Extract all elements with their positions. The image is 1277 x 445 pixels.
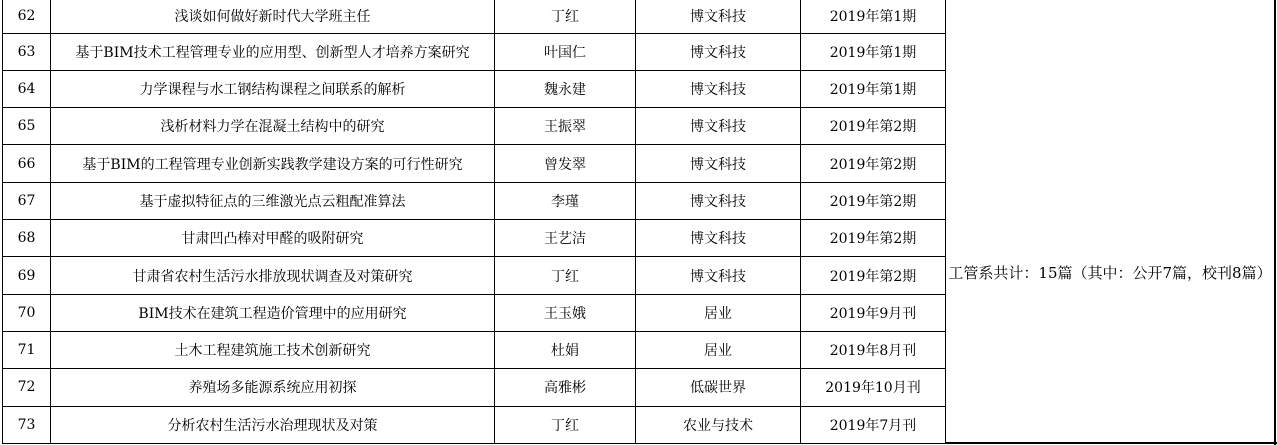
journal-cell: 博文科技 — [636, 108, 801, 145]
table-row — [3, 145, 946, 182]
paper-title-cell: 基于BIM技术工程管理专业的应用型、创新型人才培养方案研究 — [51, 33, 495, 70]
table-row — [3, 70, 946, 107]
table-row — [3, 220, 946, 257]
table-row — [3, 33, 946, 70]
journal-cell: 博文科技 — [636, 220, 801, 257]
author-cell: 王振翠 — [495, 108, 636, 145]
notes-column-bottom-border — [945, 442, 1277, 444]
table-row — [3, 369, 946, 406]
issue-cell: 2019年9月刊 — [801, 294, 946, 331]
journal-cell: 居业 — [636, 332, 801, 369]
paper-title-cell: 土木工程建筑施工技术创新研究 — [51, 332, 495, 369]
author-cell: 王玉娥 — [495, 294, 636, 331]
journal-cell: 农业与技术 — [636, 406, 801, 443]
journal-cell: 博文科技 — [636, 257, 801, 294]
row-number-cell: 68 — [3, 220, 51, 257]
department-summary-note: 工管系共计：15篇（其中：公开7篇，校刊8篇） — [948, 264, 1272, 282]
journal-cell: 博文科技 — [636, 182, 801, 219]
paper-title-cell: 甘肃凹凸棒对甲醛的吸附研究 — [51, 220, 495, 257]
paper-title-cell: 分析农村生活污水治理现状及对策 — [51, 406, 495, 443]
paper-title-cell: 甘肃省农村生活污水排放现状调查及对策研究 — [51, 257, 495, 294]
author-cell: 叶国仁 — [495, 33, 636, 70]
paper-title-cell: 力学课程与水工钢结构课程之间联系的解析 — [51, 70, 495, 107]
row-number-cell: 66 — [3, 145, 51, 182]
issue-cell: 2019年第2期 — [801, 220, 946, 257]
row-number-cell: 71 — [3, 332, 51, 369]
table-row — [3, 294, 946, 331]
paper-title-cell: 浅谈如何做好新时代大学班主任 — [51, 0, 495, 33]
author-cell: 丁红 — [495, 257, 636, 294]
journal-cell: 博文科技 — [636, 145, 801, 182]
author-cell: 高雅彬 — [495, 369, 636, 406]
issue-cell: 2019年第1期 — [801, 33, 946, 70]
journal-cell: 居业 — [636, 294, 801, 331]
issue-cell: 2019年第2期 — [801, 145, 946, 182]
journal-cell: 博文科技 — [636, 33, 801, 70]
author-cell: 魏永建 — [495, 70, 636, 107]
row-number-cell: 73 — [3, 406, 51, 443]
author-cell: 丁红 — [495, 406, 636, 443]
publications-table — [2, 0, 946, 444]
paper-title-cell: BIM技术在建筑工程造价管理中的应用研究 — [51, 294, 495, 331]
journal-cell: 低碳世界 — [636, 369, 801, 406]
issue-cell: 2019年8月刊 — [801, 332, 946, 369]
paper-title-cell: 基于虚拟特征点的三维激光点云粗配准算法 — [51, 182, 495, 219]
row-number-cell: 72 — [3, 369, 51, 406]
author-cell: 曾发翠 — [495, 145, 636, 182]
issue-cell: 2019年第2期 — [801, 182, 946, 219]
issue-cell: 2019年第2期 — [801, 108, 946, 145]
issue-cell: 2019年第2期 — [801, 257, 946, 294]
row-number-cell: 65 — [3, 108, 51, 145]
author-cell: 杜娟 — [495, 332, 636, 369]
row-number-cell: 69 — [3, 257, 51, 294]
table-row — [3, 108, 946, 145]
paper-title-cell: 养殖场多能源系统应用初探 — [51, 369, 495, 406]
issue-cell: 2019年10月刊 — [801, 369, 946, 406]
issue-cell: 2019年第1期 — [801, 0, 946, 33]
journal-cell: 博文科技 — [636, 0, 801, 33]
author-cell: 丁红 — [495, 0, 636, 33]
issue-cell: 2019年第1期 — [801, 70, 946, 107]
paper-title-cell: 浅析材料力学在混凝土结构中的研究 — [51, 108, 495, 145]
table-row — [3, 0, 946, 33]
row-number-cell: 67 — [3, 182, 51, 219]
table-row — [3, 182, 946, 219]
notes-column-right-border — [1274, 0, 1276, 445]
row-number-cell: 70 — [3, 294, 51, 331]
table-row — [3, 332, 946, 369]
issue-cell: 2019年7月刊 — [801, 406, 946, 443]
paper-title-cell: 基于BIM的工程管理专业创新实践教学建设方案的可行性研究 — [51, 145, 495, 182]
author-cell: 李瑾 — [495, 182, 636, 219]
table-row — [3, 257, 946, 294]
journal-cell: 博文科技 — [636, 70, 801, 107]
row-number-cell: 62 — [3, 0, 51, 33]
author-cell: 王艺洁 — [495, 220, 636, 257]
row-number-cell: 63 — [3, 33, 51, 70]
table-row — [3, 406, 946, 443]
row-number-cell: 64 — [3, 70, 51, 107]
